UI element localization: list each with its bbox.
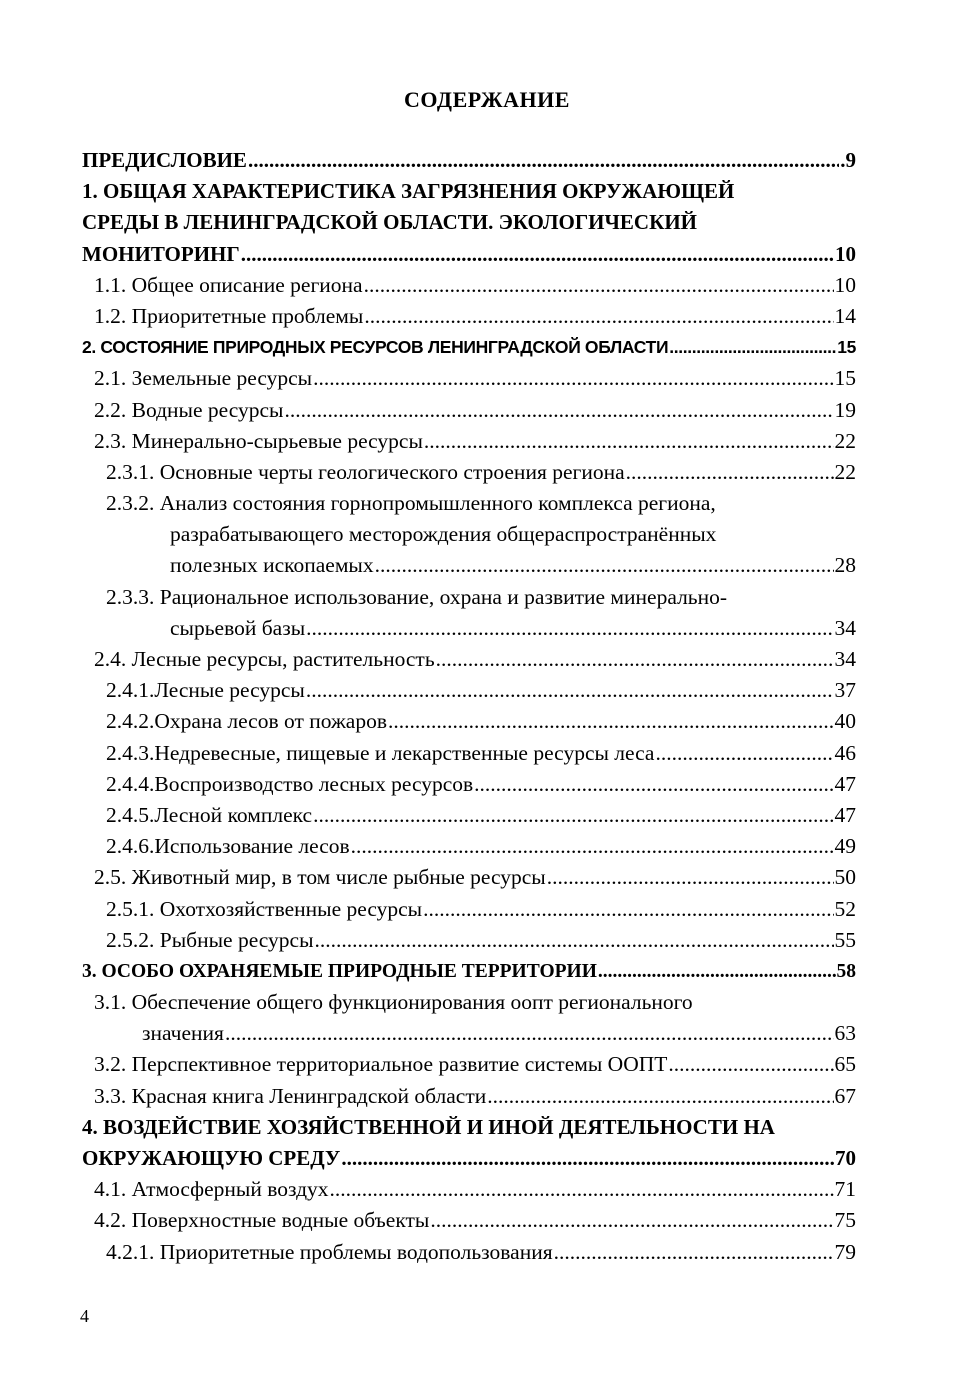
dot-leader xyxy=(351,831,834,862)
toc-entry[interactable] xyxy=(142,1018,856,1049)
page-title: СОДЕРЖАНИЕ xyxy=(404,87,570,112)
toc-entry-label: ОКРУЖАЮЩУЮ СРЕДУ xyxy=(82,1146,341,1170)
toc-entry-row xyxy=(0,769,974,800)
toc-entry[interactable] xyxy=(106,925,856,956)
toc-entry[interactable] xyxy=(94,1049,856,1080)
toc-entry-row xyxy=(0,301,974,332)
toc-entry-row xyxy=(0,488,974,519)
toc-entry-row xyxy=(0,1049,974,1080)
toc-entry-row xyxy=(0,426,974,457)
toc-entry-label: 4.2.1. Приоритетные проблемы водопользования xyxy=(106,1239,553,1264)
toc-entry[interactable] xyxy=(106,831,856,862)
toc-entry-row xyxy=(0,831,974,862)
toc-entry-label: 2.2. Водные ресурсы xyxy=(94,397,284,422)
table-of-contents xyxy=(0,145,974,1268)
toc-entry-label: 2.5.2. Рыбные ресурсы xyxy=(106,927,314,952)
dot-leader xyxy=(284,395,833,426)
toc-entry-row xyxy=(0,1018,974,1049)
dot-leader xyxy=(598,956,836,987)
toc-entry-row xyxy=(0,457,974,488)
dot-leader xyxy=(313,800,833,831)
toc-entry-label: 1.1. Общее описание региона xyxy=(94,272,363,297)
toc-entry-label: 1.2. Приоритетные проблемы xyxy=(94,303,364,328)
toc-entry-label: 4.1. Атмосферный воздух xyxy=(94,1177,329,1202)
toc-entry-row xyxy=(0,925,974,956)
toc-entry-label: 2.4.2.Охрана лесов от пожаров xyxy=(106,709,388,734)
dot-leader xyxy=(474,769,833,800)
toc-entry-label: значения xyxy=(142,1021,224,1046)
dot-leader xyxy=(248,145,839,176)
toc-entry-page: 19 xyxy=(834,397,856,422)
toc-entry[interactable] xyxy=(82,332,856,363)
dot-leader xyxy=(315,925,834,956)
toc-entry-label: ПРЕДИСЛОВИЕ xyxy=(82,148,247,172)
toc-entry[interactable] xyxy=(94,862,856,893)
toc-entry[interactable] xyxy=(94,270,856,301)
dot-leader xyxy=(655,738,833,769)
toc-entry-row xyxy=(0,519,974,550)
toc-entry-label: 4. ВОЗДЕЙСТВИЕ ХОЗЯЙСТВЕННОЙ И ИНОЙ ДЕЯТЕЛЬНОСТИ НА xyxy=(82,1114,775,1139)
toc-entry-page: 34 xyxy=(834,647,856,671)
toc-entry-row xyxy=(0,1237,974,1268)
toc-entry[interactable] xyxy=(82,1143,856,1174)
dot-leader xyxy=(330,1174,834,1205)
toc-entry-row xyxy=(0,207,974,238)
toc-entry-label: 2.3. Минерально-сырьевые ресурсы xyxy=(94,428,423,453)
toc-entry-label: 2. СОСТОЯНИЕ ПРИРОДНЫХ РЕСУРСОВ ЛЕНИНГРАДСКОЙ ОБЛАСТИ xyxy=(82,337,669,358)
toc-entry-label: СРЕДЫ В ЛЕНИНГРАДСКОЙ ОБЛАСТИ. ЭКОЛОГИЧЕСКИЙ xyxy=(82,210,697,235)
toc-entry[interactable] xyxy=(82,239,856,270)
toc-entry-page: 63 xyxy=(834,1021,856,1046)
toc-entry-page: 37 xyxy=(834,678,856,703)
dot-leader xyxy=(423,894,833,925)
toc-entry-page: 49 xyxy=(834,834,856,859)
dot-leader xyxy=(364,270,834,301)
toc-entry-label: 2.4. Лесные ресурсы, растительность xyxy=(94,647,435,671)
toc-entry[interactable] xyxy=(94,301,856,332)
toc-entry-label: 3. ОСОБО ОХРАНЯЕМЫЕ ПРИРОДНЫЕ ТЕРРИТОРИИ xyxy=(82,960,597,982)
toc-entry-page: 47 xyxy=(834,771,856,796)
toc-entry[interactable] xyxy=(94,426,856,457)
toc-entry[interactable] xyxy=(82,145,856,176)
toc-entry[interactable] xyxy=(106,769,856,800)
toc-entry-row xyxy=(0,239,974,270)
toc-entry-page: 67 xyxy=(834,1083,856,1108)
toc-entry-page: 55 xyxy=(834,927,856,952)
toc-entry-page: 15 xyxy=(834,366,856,391)
toc-entry[interactable] xyxy=(94,1081,856,1112)
toc-entry[interactable] xyxy=(94,1174,856,1205)
toc-entry-row xyxy=(0,956,974,987)
toc-entry[interactable] xyxy=(106,800,856,831)
toc-entry-page: 46 xyxy=(834,740,856,765)
toc-entry-row xyxy=(0,1205,974,1236)
toc-entry-page: 10 xyxy=(835,241,856,266)
toc-entry-page: 10 xyxy=(834,272,856,297)
toc-entry-page: 50 xyxy=(834,865,856,890)
toc-entry-row xyxy=(0,1174,974,1205)
toc-entry-page: 58 xyxy=(836,960,856,982)
dot-leader xyxy=(547,862,834,893)
toc-entry-label: 1. ОБЩАЯ ХАРАКТЕРИСТИКА ЗАГРЯЗНЕНИЯ ОКРУЖАЮЩЕЙ xyxy=(82,179,735,204)
toc-entry-page: .9 xyxy=(840,148,856,172)
toc-entry-row xyxy=(0,145,974,176)
dot-leader xyxy=(225,1018,834,1049)
dot-leader xyxy=(306,613,833,644)
dot-leader xyxy=(436,644,834,675)
toc-entry-page: 79 xyxy=(834,1239,856,1264)
toc-entry-label: 2.3.3. Рациональное использование, охрана и развитие минерально- xyxy=(106,584,728,609)
toc-entry-label: 2.5.1. Охотхозяйственные ресурсы xyxy=(106,896,423,921)
toc-entry-row xyxy=(0,332,974,363)
dot-leader xyxy=(669,332,836,363)
toc-entry-page: 28 xyxy=(834,553,856,578)
dot-leader xyxy=(430,1205,833,1236)
toc-entry-row xyxy=(0,613,974,644)
toc-entry-row xyxy=(0,395,974,426)
toc-entry-page: 52 xyxy=(834,896,856,921)
toc-entry-page: 71 xyxy=(834,1177,856,1202)
dot-leader xyxy=(306,675,834,706)
toc-entry-row xyxy=(0,706,974,737)
toc-entry-row xyxy=(0,1081,974,1112)
toc-entry-row xyxy=(0,738,974,769)
toc-entry-row xyxy=(0,1112,974,1143)
dot-leader xyxy=(375,550,834,581)
toc-entry-label: МОНИТОРИНГ xyxy=(82,241,240,266)
toc-entry[interactable] xyxy=(106,894,856,925)
toc-entry-row xyxy=(0,582,974,613)
toc-entry-label: 4.2. Поверхностные водные объекты xyxy=(94,1208,430,1233)
toc-entry[interactable] xyxy=(94,1205,856,1236)
toc-entry-page: 22 xyxy=(834,459,856,484)
toc-entry-row xyxy=(0,862,974,893)
toc-entry[interactable] xyxy=(106,706,856,737)
toc-entry-label: 2.3.2. Анализ состояния горнопромышленного комплекса региона, xyxy=(106,491,716,516)
toc-entry[interactable] xyxy=(170,550,856,581)
toc-entry-row xyxy=(0,675,974,706)
toc-entry[interactable] xyxy=(82,956,856,987)
toc-entry[interactable] xyxy=(106,738,856,769)
dot-leader xyxy=(341,1143,834,1174)
dot-leader xyxy=(554,1237,834,1268)
toc-entry-page: 40 xyxy=(834,709,856,734)
toc-entry-label: сырьевой базы xyxy=(170,615,306,640)
toc-entry-label: 3.1. Обеспечение общего функционирования оопт регионального xyxy=(94,990,693,1015)
toc-entry-row xyxy=(0,644,974,675)
toc-entry-label: 2.1. Земельные ресурсы xyxy=(94,366,313,391)
toc-entry-page: 15 xyxy=(837,337,856,358)
toc-entry-row xyxy=(0,1143,974,1174)
toc-entry-label: 3.3. Красная книга Ленинградской области xyxy=(94,1083,487,1108)
toc-entry-page: 75 xyxy=(834,1208,856,1233)
toc-entry-page: 22 xyxy=(834,428,856,453)
toc-entry-label: разрабатывающего месторождения общераспространённых xyxy=(170,522,717,547)
toc-entry-page: 34 xyxy=(834,615,856,640)
toc-entry-label: 2.4.3.Недревесные, пищевые и лекарственные ресурсы леса xyxy=(106,740,655,765)
toc-entry-label: 3.2. Перспективное территориальное развитие системы ООПТ xyxy=(94,1052,668,1077)
toc-entry-label: полезных ископаемых xyxy=(170,553,374,578)
toc-entry-label: 2.3.1. Основные черты геологического строения региона xyxy=(106,459,625,484)
toc-entry-row xyxy=(0,550,974,581)
toc-entry-page: 14 xyxy=(834,303,856,328)
toc-entry-label: 2.4.6.Использование лесов xyxy=(106,834,350,859)
toc-entry-row xyxy=(0,363,974,394)
toc-entry-page: 65 xyxy=(834,1052,856,1077)
toc-entry-page: 70 xyxy=(835,1146,856,1170)
toc-entry-row xyxy=(0,987,974,1018)
toc-entry[interactable] xyxy=(94,363,856,394)
toc-entry-row xyxy=(0,176,974,207)
toc-entry-row xyxy=(0,894,974,925)
dot-leader xyxy=(424,426,834,457)
toc-entry-label: 2.5. Животный мир, в том числе рыбные ресурсы xyxy=(94,865,546,890)
toc-entry-label: 2.4.1.Лесные ресурсы xyxy=(106,678,305,703)
toc-entry-page: 47 xyxy=(834,802,856,827)
toc-entry-row xyxy=(0,270,974,301)
dot-leader xyxy=(668,1049,833,1080)
toc-entry[interactable] xyxy=(94,395,856,426)
dot-leader xyxy=(388,706,833,737)
toc-entry[interactable] xyxy=(106,675,856,706)
page-number: 4 xyxy=(80,1306,89,1326)
toc-entry-label: 2.4.5.Лесной комплекс xyxy=(106,802,313,827)
toc-entry-row xyxy=(0,800,974,831)
toc-entry[interactable] xyxy=(94,644,856,675)
toc-entry[interactable] xyxy=(170,613,856,644)
dot-leader xyxy=(487,1081,833,1112)
toc-entry[interactable] xyxy=(106,1237,856,1268)
dot-leader xyxy=(241,239,834,270)
dot-leader xyxy=(364,301,833,332)
dot-leader xyxy=(626,457,834,488)
dot-leader xyxy=(313,363,833,394)
toc-entry[interactable] xyxy=(106,457,856,488)
toc-entry-label: 2.4.4.Воспроизводство лесных ресурсов xyxy=(106,771,474,796)
